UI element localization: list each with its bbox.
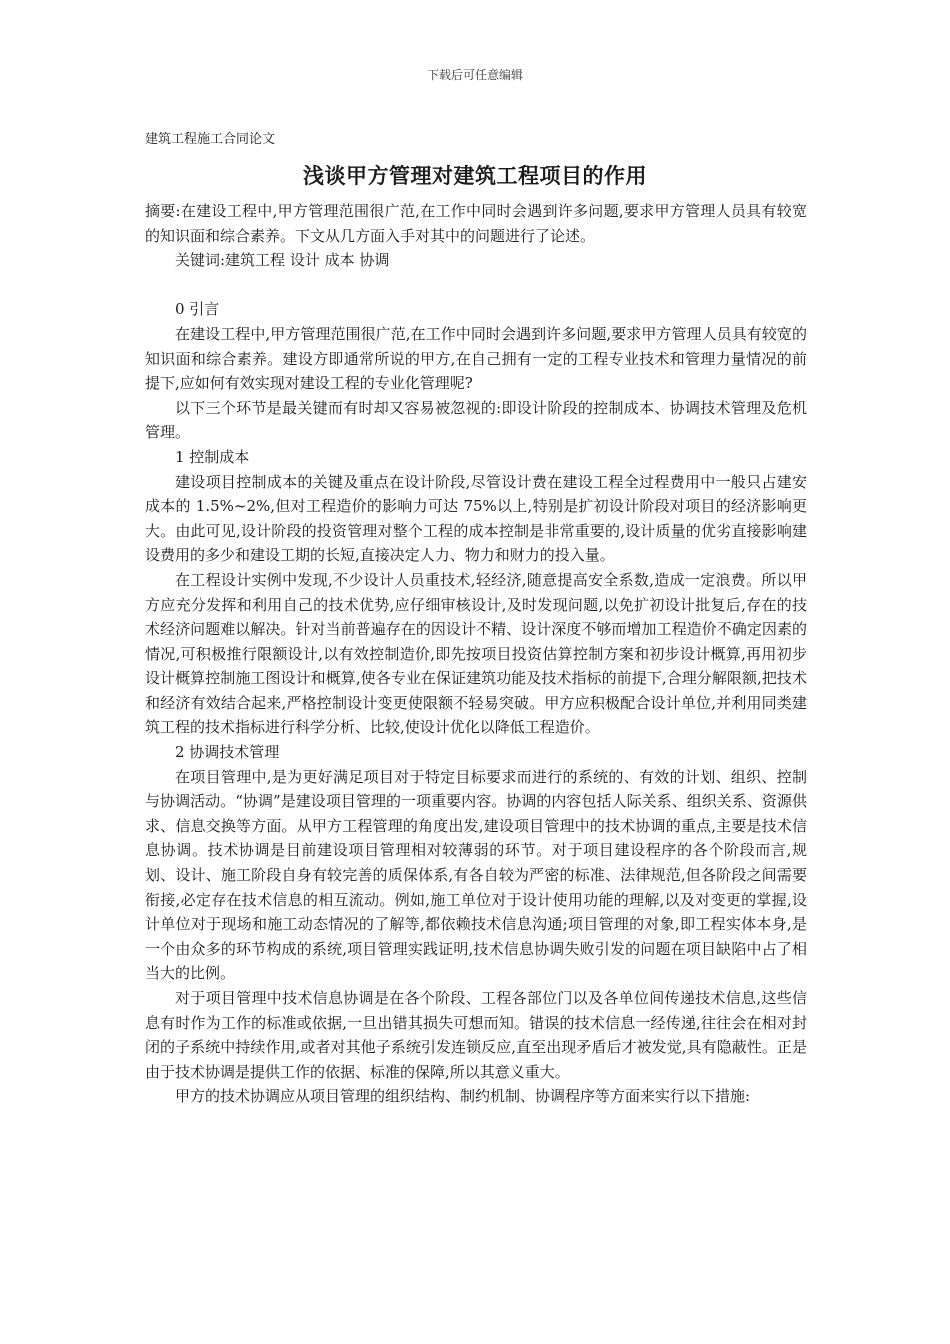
section-heading-tech-coordination: 2 协调技术管理 — [175, 743, 280, 762]
paragraph: 以下三个环节是最关键而有时却又容易被忽视的:即设计阶段的控制成本、协调技术管理及危机管理。 — [145, 398, 807, 442]
header-note: 下载后可任意编辑 — [426, 68, 523, 82]
paragraph: 对于项目管理中技术信息协调是在各个阶段、工程各部位门以及各单位间传递技术信息,这些信息有时作为工作的标准或依据,一旦出错其损失可想而知。错误的技术信息一经传递,往往会在相对封闭的子系统中持续作用,或者对其他子系统引发连锁反应,直至出现矛盾后才被发觉,具有隐蔽性。正是由于技术协调是提供工作的依据、标准的保障,所以其意义重大。 — [145, 989, 807, 1081]
document-body — [145, 199, 807, 1109]
blank-line — [145, 273, 807, 298]
paragraph: 在工程设计实例中发现,不少设计人员重技术,轻经济,随意提高安全系数,造成一定浪费。所以甲方应充分发挥和利用自己的技术优势,应仔细审核设计,及时发现问题,以免扩初设计批复后,存在的技术经济问题难以解决。针对当前普遍存在的因设计不精、设计深度不够而增加工程造价不确定因素的情况,可积极推行限额设计,以有效控制造价,即先按项目投资估算控制方案和初步设计概算,再用初步设计概算控制施工图设计和概算,使各专业在保证建筑功能及技术指标的前提下,合理分解限额,把技术和经济有效结合起来,严格控制设计变更使限额不轻易突破。甲方应积极配合设计单位,并利用同类建筑工程的技术指标进行科学分析、比较,使设计优化以降低工程造价。 — [145, 570, 807, 737]
paragraph: 甲方的技术协调应从项目管理的组织结构、制约机制、协调程序等方面来实行以下措施: — [175, 1087, 751, 1106]
document-category: 建筑工程施工合同论文 — [145, 132, 276, 147]
keywords: 关键词:建筑工程 设计 成本 协调 — [175, 251, 390, 270]
abstract: 摘要:在建设工程中,甲方管理范围很广范,在工作中同时会遇到许多问题,要求甲方管理人员具有较宽的知识面和综合素养。下文从几方面入手对其中的问题进行了论述。 — [145, 202, 807, 245]
paragraph: 建设项目控制成本的关键及重点在设计阶段,尽管设计费在建设工程全过程费用中一般只占建安成本的 1.5%~2%,但对工程造价的影响力可达 75%以上,特别是扩初设计阶段对项目的经济影响更大。由此可见,设计阶段的投资管理对整个工程的成本控制是非常重要的,设计质量的优劣直接影响建设费用的多少和建设工期的长短,直接决定人力、物力和财力的投入量。 — [145, 472, 807, 565]
paragraph: 在项目管理中,是为更好满足项目对于特定目标要求而进行的系统的、有效的计划、组织、控制与协调活动。“协调”是建设项目管理的一项重要内容。协调的内容包括人际关系、组织关系、资源供求、信息交换等方面。从甲方工程管理的角度出发,建设项目管理中的技术协调的重点,主要是技术信息协调。技术协调是目前建设项目管理相对较薄弱的环节。对于项目建设程序的各个阶段而言,规划、设计、施工阶段自身有较完善的质保体系,有各自较为严密的标准、法律规范,但各阶段之间需要衔接,必定存在技术信息的相互流动。例如,施工单位对于设计使用功能的理解,以及对变更的掌握,设计单位对于现场和施工动态情况的了解等,都依赖技术信息沟通;项目管理的对象,即工程实体本身,是一个由众多的环节构成的系统,项目管理实践证明,技术信息协调失败引发的问题在项目缺陷中占了相当大的比例。 — [145, 767, 807, 983]
paragraph: 在建设工程中,甲方管理范围很广范,在工作中同时会遇到许多问题,要求甲方管理人员具有较宽的知识面和综合素养。建设方即通常所说的甲方,在自己拥有一定的工程专业技术和管理力量情况的前提下,应如何有效实现对建设工程的专业化管理呢? — [145, 324, 807, 393]
section-heading-cost-control: 1 控制成本 — [175, 447, 250, 466]
document-title: 浅谈甲方管理对建筑工程项目的作用 — [303, 164, 647, 188]
section-heading-intro: 0 引言 — [175, 300, 220, 319]
